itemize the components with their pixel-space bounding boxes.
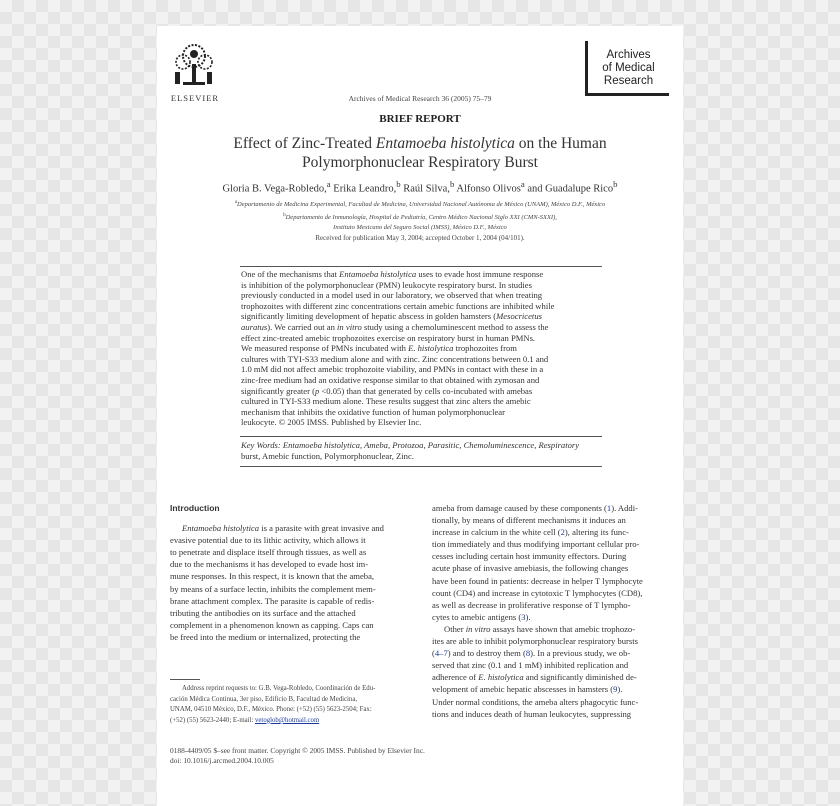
text-line: due to the mechanisms it has developed to evade host im- <box>170 559 369 570</box>
text-line: complement in a phenomenon known as capping. Caps can <box>170 619 374 630</box>
text-line: Under normal conditions, the ameba alters phagocytic func- <box>432 696 639 707</box>
keywords-rule <box>240 466 602 467</box>
text-line: cultured in TYI-S33 medium alone. These results suggest that zinc alters the amebic <box>241 396 531 407</box>
text-line: Other in vitro assays have shown that amebic trophozo- <box>444 623 636 634</box>
keywords: Key Words: Entamoeba histolytica, Ameba, Protozoa, Parasitic, Chemoluminescence, Respiratory burst, Amebic function, Polymorphonuclear, Zinc. <box>241 440 580 461</box>
article-page <box>157 26 683 806</box>
affiliations <box>167 198 673 234</box>
text-line: adherence of E. histolytica and significantly diminished de- <box>432 672 637 683</box>
text-line: previously conducted in a model used in our laboratory, we observed that when treating <box>241 290 543 301</box>
text-line: trophozoites with different zinc concentrations certain amebic functions are inhibited while <box>241 300 555 311</box>
text-line: tions and induces death of human leukocytes, suppressing <box>432 708 632 719</box>
text-line: mune responses. In this respect, it is known that the ameba, <box>170 571 375 582</box>
abstract-bottom-rule <box>240 436 602 437</box>
journal-logo-line: Research <box>603 75 654 87</box>
text-line: auratus). We carried out an in vitro study using a chemoluminescent method to assess the <box>241 321 549 332</box>
left-column <box>170 502 408 643</box>
text-line: tributing the antibodies on its surface and the attached <box>170 607 356 618</box>
author: Alfonso Olivos <box>454 183 521 195</box>
text-line: evasive potential due to its lithic activity, which allows it <box>170 535 366 546</box>
text-line: to penetrate and displace itself through tissues, as well as <box>170 547 367 558</box>
text-line: cesses including certain host immunity effectors. During <box>432 551 627 562</box>
text-line: tionally, by means of different mechanisms it induces an <box>432 515 626 526</box>
abstract <box>241 269 601 428</box>
article-title: Effect of Zinc-Treated Entamoeba histolytica on the Human Polymorphonuclear Respiratory Burst <box>233 135 607 171</box>
text-line: (4–7) and to destroy them (8). In a previous study, we ob- <box>432 648 631 659</box>
text-line: brane attachment complex. The parasite is capable of redis- <box>170 595 375 606</box>
text-line: served that zinc (0.1 and 1 mM) inhibited replication and <box>432 660 629 671</box>
text-line: One of the mechanisms that Entamoeba histolytica uses to evade host immune response <box>241 269 544 279</box>
abstract-top-rule <box>240 266 602 267</box>
author: Raúl Silva, <box>400 183 450 195</box>
received-dates: Received for publication May 3, 2004; accepted October 1, 2004 (04/101). <box>315 234 525 242</box>
text-line: is inhibition of the polymorphonuclear (PMN) leukocyte respiratory burst. In studies <box>241 279 532 290</box>
text-line: tion immediately and thus modifying important cellular pro- <box>432 539 640 550</box>
elsevier-tree-icon <box>169 42 219 88</box>
copyright-footer: 0188-4409/05 $–see front matter. Copyright © 2005 IMSS. Published by Elsevier Inc. doi: 10.1016/j.arcmed.2004.10.005 <box>170 746 570 765</box>
journal-citation: Archives of Medical Research 36 (2005) 75–79 <box>348 94 492 103</box>
corresponding-footnote: Address reprint requests to: G.B. Vega-Robledo, Coordinación de Edu- cación Médica Continua, 3er piso, Edificio B, Facultad de Medicina, UNAM, 04510 México, D.F., México. Phone: (+52) (55) 5623-2504; Fax: (+52) (55) 5623-2440; E-mail: vetoglob@hotmail.com <box>170 685 376 724</box>
elsevier-logo <box>169 42 221 102</box>
text-line: significantly limiting development of hepatic abscess in golden hamsters (Mesocricetus <box>241 311 542 322</box>
author: and Guadalupe Rico <box>524 183 614 195</box>
title-species: Entamoeba histolytica <box>375 135 515 152</box>
section-heading: Introduction <box>170 503 220 513</box>
text-line: acute phase of invasive amebiasis, the following changes <box>432 563 629 574</box>
right-column <box>432 502 670 720</box>
text-line: 1.0 mM did not affect amebic trophozoite viability, and PMNs in contact with these in a <box>241 364 544 375</box>
affiliation: $^b$Departamento de Inmunología, Hospital de Pediatría, Centro Médico Nacional Siglo XXI (CMN-SXXI), <box>283 212 557 221</box>
text-line: significantly greater (p <0.05) than that generated by cells co-incubated with amebas <box>241 385 533 396</box>
text-line: ameba from damage caused by these components (1). Addi- <box>432 503 638 513</box>
text-line: effect zinc-treated amebic trophozoites exercise on respiratory burst in human PMNs. <box>241 332 536 343</box>
text-line: be freed into the medium or internalized, protecting the <box>170 631 361 642</box>
author: Erika Leandro, <box>330 183 397 195</box>
text-line: cultures with TYI-S33 medium alone and with zinc. Zinc concentrations between 0.1 and <box>241 353 549 364</box>
section-label: BRIEF REPORT <box>379 113 461 125</box>
publisher-word: ELSEVIER <box>170 93 220 103</box>
text-line: leukocyte. © 2005 IMSS. Published by Elsevier Inc. <box>241 417 422 428</box>
author: Gloria B. Vega-Robledo, <box>222 183 327 195</box>
journal-logo-line: Archives <box>606 49 651 61</box>
doi-link[interactable]: doi: 10.1016/j.arcmed.2004.10.005 <box>170 755 274 765</box>
text-line: ites are able to inhibit polymorphonuclear respiratory bursts <box>432 636 638 647</box>
journal-logo <box>585 41 669 96</box>
author-list: Gloria B. Vega-Robledo,$^a$ Erika Leandro,$^b$ Raúl Silva,$^b$ Alfonso Olivos$^a$ and Guadalupe Rico$^b$ <box>222 179 618 195</box>
text-line: count (CD4) and increase in cytotoxic T lymphocytes (CD8), <box>432 587 643 598</box>
affiliation: Instituto Mexicano del Seguro Social (IMSS), México D.F., México <box>333 224 507 232</box>
text-line: velopment of amebic hepatic abscesses in hamsters (9). <box>432 684 623 695</box>
text-line: zinc-free medium had an oxidative response similar to that obtained with zymosan and <box>241 374 540 385</box>
text-line: We measured response of PMNs incubated with E. histolytica trophozoites from <box>241 343 517 354</box>
text-line: as well as decrease in proliferative response of T lympho- <box>432 599 631 610</box>
text-line: mechanism that inhibits the oxidative function of human polymorphonuclear <box>241 406 505 417</box>
email-link[interactable]: vetoglob@hotmail.com <box>255 716 320 724</box>
affiliation: $^a$Departamento de Medicina Experimental, Facultad de Medicina, Universidad Nacional Autónoma de México (UNAM), México D.F., México <box>234 200 606 209</box>
text-line: by means of a surface lectin, inhibits the complement mem- <box>170 583 376 594</box>
text-line: cytes to amebic antigens (3). <box>432 611 531 622</box>
text-line: have been found in patients: decrease in helper T lymphocyte <box>432 575 643 586</box>
footnote-rule <box>170 679 200 680</box>
text-line: Entamoeba histolytica is a parasite with great invasive and <box>182 523 384 534</box>
text-line: increase in calcium in the white cell (2), altering its func- <box>432 527 629 538</box>
journal-logo-line: of Medical <box>602 62 655 74</box>
